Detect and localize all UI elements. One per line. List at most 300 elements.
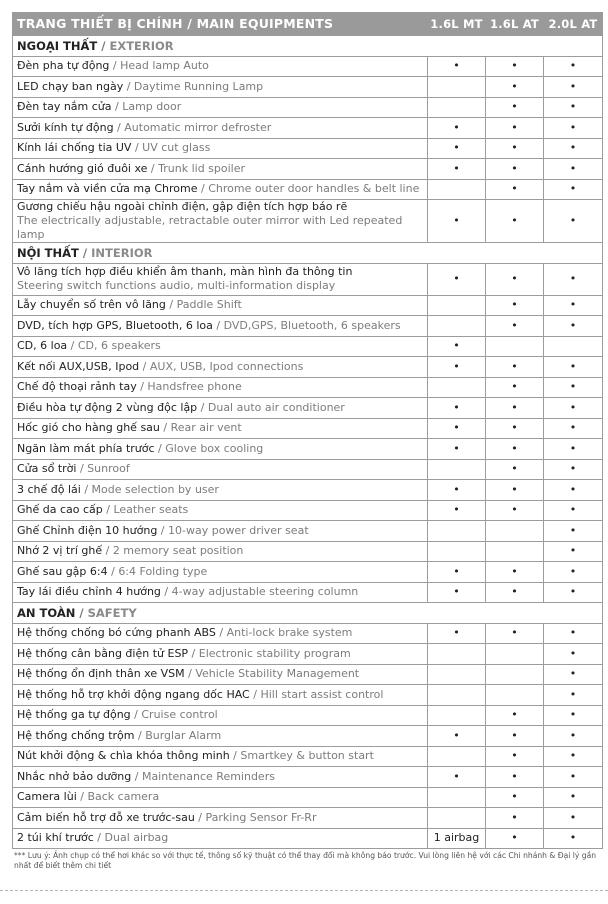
feature-name-cell — [13, 685, 428, 706]
feature-name-en: Lamp door — [122, 100, 182, 114]
availability-cell: • — [544, 808, 603, 829]
feature-name-cell — [13, 767, 428, 788]
table-row — [13, 418, 603, 439]
availability-cell: • — [544, 726, 603, 747]
availability-cell: • — [486, 263, 544, 295]
separator: / — [102, 503, 114, 517]
availability-cell: • — [428, 439, 486, 460]
availability-cell: • — [544, 179, 603, 200]
separator: / — [165, 298, 177, 312]
feature-name-cell — [13, 377, 428, 398]
availability-cell — [544, 336, 603, 357]
table-row — [13, 138, 603, 159]
separator: / — [249, 687, 261, 701]
availability-cell: • — [486, 418, 544, 439]
separator: / — [75, 605, 88, 620]
table-row — [13, 500, 603, 521]
feature-name-en: Back camera — [87, 790, 160, 804]
feature-name-cell — [13, 541, 428, 562]
separator: / — [154, 441, 166, 455]
feature-name-cell — [13, 200, 428, 243]
table-row — [13, 623, 603, 644]
feature-name-en: 10-way power driver seat — [168, 523, 309, 537]
availability-cell: • — [486, 828, 544, 849]
feature-name-vi: Kết nối AUX,USB, Ipod — [17, 359, 140, 373]
feature-name-cell — [13, 138, 428, 159]
separator: / — [212, 318, 224, 332]
separator: / — [215, 626, 227, 640]
availability-cell: • — [428, 480, 486, 501]
feature-name-en: Burglar Alarm — [145, 728, 222, 742]
availability-cell — [486, 644, 544, 665]
feature-name-vi: Điều hòa tự động 2 vùng độc lập — [17, 400, 198, 414]
availability-cell — [486, 541, 544, 562]
feature-name-cell — [13, 418, 428, 439]
feature-name-en: Trunk lid spoiler — [158, 161, 246, 175]
feature-name-cell — [13, 521, 428, 542]
feature-name-vi: Hệ thống ổn định thân xe VSM — [17, 667, 185, 681]
availability-cell: • — [428, 562, 486, 583]
availability-cell: 1 airbag — [428, 828, 486, 849]
feature-name-cell — [13, 263, 428, 295]
feature-name-vi: Ngăn làm mát phía trước — [17, 441, 155, 455]
feature-name-vi: Hệ thống ga tự động — [17, 708, 131, 722]
availability-cell: • — [486, 562, 544, 583]
table-row — [13, 179, 603, 200]
feature-name-cell — [13, 336, 428, 357]
feature-name-vi: Ghế da cao cấp — [17, 503, 103, 517]
section-header — [13, 243, 603, 264]
separator: / — [157, 523, 169, 537]
feature-name-en: 6:4 Folding type — [118, 564, 208, 578]
availability-cell: • — [428, 767, 486, 788]
availability-cell — [486, 521, 544, 542]
separator: / — [184, 667, 196, 681]
separator: / — [136, 380, 148, 394]
availability-cell — [486, 664, 544, 685]
table-row — [13, 562, 603, 583]
section-title — [13, 603, 603, 624]
table-header-row — [13, 13, 603, 36]
separator: / — [134, 728, 146, 742]
table-row — [13, 357, 603, 378]
feature-name-cell — [13, 459, 428, 480]
availability-cell — [428, 644, 486, 665]
feature-name-en: UV cut glass — [142, 141, 211, 155]
availability-cell: • — [544, 787, 603, 808]
feature-name-en: Automatic mirror defroster — [124, 120, 272, 134]
separator: / — [188, 646, 199, 660]
availability-cell — [428, 97, 486, 118]
availability-cell — [428, 179, 486, 200]
availability-cell — [486, 336, 544, 357]
separator: / — [109, 59, 121, 73]
table-row — [13, 56, 603, 77]
separator: / — [67, 339, 78, 353]
table-row — [13, 480, 603, 501]
feature-name-cell — [13, 746, 428, 767]
table-row — [13, 685, 603, 706]
table-row — [13, 459, 603, 480]
feature-name-vi: Nút khởi động & chìa khóa thông minh — [17, 749, 230, 763]
section-header — [13, 36, 603, 57]
availability-cell: • — [428, 118, 486, 139]
feature-name-cell — [13, 705, 428, 726]
feature-name-cell — [13, 77, 428, 98]
feature-name-vi: Cửa sổ trời — [17, 462, 77, 476]
separator: / — [131, 769, 142, 783]
feature-name-vi: Ghế sau gập 6:4 — [17, 564, 108, 578]
availability-cell: • — [544, 541, 603, 562]
availability-cell: • — [486, 459, 544, 480]
section-title-vi: AN TOÀN — [17, 605, 76, 620]
availability-cell: • — [486, 726, 544, 747]
availability-cell: • — [486, 582, 544, 603]
separator: / — [78, 245, 92, 260]
availability-cell: • — [544, 200, 603, 243]
availability-cell — [428, 685, 486, 706]
availability-cell: • — [544, 623, 603, 644]
feature-name-en: Vehicle Stability Management — [195, 667, 360, 681]
table-row — [13, 644, 603, 665]
table-row — [13, 808, 603, 829]
feature-name-en: Electronic stability program — [198, 646, 351, 660]
availability-cell: • — [544, 705, 603, 726]
availability-cell: • — [428, 336, 486, 357]
feature-name-en: Hill start assist control — [260, 687, 384, 701]
feature-name-en: Anti-lock brake system — [226, 626, 353, 640]
availability-cell: • — [544, 767, 603, 788]
separator: / — [130, 708, 142, 722]
feature-name-vi: Nhắc nhở bảo dưỡng — [17, 769, 132, 783]
availability-cell: • — [428, 357, 486, 378]
availability-cell: • — [428, 263, 486, 295]
feature-name-en: Cruise control — [141, 708, 218, 722]
availability-cell: • — [544, 159, 603, 180]
table-row — [13, 541, 603, 562]
feature-name-cell — [13, 500, 428, 521]
table-row — [13, 828, 603, 849]
feature-name-cell — [13, 808, 428, 829]
availability-cell: • — [486, 767, 544, 788]
availability-cell: • — [544, 77, 603, 98]
feature-name-en: Mode selection by user — [91, 482, 219, 496]
feature-name-vi: Ghế Chỉnh điện 10 hướng — [17, 523, 158, 537]
feature-name-vi: 2 túi khí trước — [17, 831, 94, 845]
availability-cell: • — [486, 138, 544, 159]
separator: / — [107, 564, 119, 578]
availability-cell: • — [486, 746, 544, 767]
feature-name-vi: Tay nắm và viền cửa mạ Chrome — [17, 182, 198, 196]
separator: / — [76, 790, 88, 804]
feature-name-vi: CD, 6 loa — [17, 339, 68, 353]
feature-name-cell — [13, 726, 428, 747]
feature-name-vi: LED chạy ban ngày — [17, 79, 124, 93]
feature-name-vi: Gương chiếu hậu ngoài chỉnh điện, gập điện tích hợp báo rẽ — [17, 200, 348, 213]
feature-name-vi: DVD, tích hợp GPS, Bluetooth, 6 loa — [17, 318, 213, 332]
table-row — [13, 521, 603, 542]
feature-name-cell — [13, 582, 428, 603]
feature-name-en: AUX, USB, Ipod connections — [149, 359, 304, 373]
feature-name-cell — [13, 664, 428, 685]
availability-cell — [428, 705, 486, 726]
availability-cell: • — [544, 685, 603, 706]
feature-name-vi: Đèn pha tự động — [17, 59, 110, 73]
availability-cell: • — [486, 200, 544, 243]
availability-cell: • — [486, 357, 544, 378]
section-title-en: SAFETY — [87, 605, 137, 620]
feature-name-en: Daytime Running Lamp — [133, 79, 264, 93]
feature-name-vi: Nhớ 2 vị trí ghế — [17, 544, 103, 558]
availability-cell: • — [486, 56, 544, 77]
feature-name-vi: Cánh hướng gió đuôi xe — [17, 161, 148, 175]
availability-cell — [486, 685, 544, 706]
feature-name-en: CD, 6 speakers — [77, 339, 161, 353]
dashed-divider — [0, 890, 608, 891]
availability-cell: • — [428, 56, 486, 77]
variant-header-1-6l-mt: 1.6L MT — [428, 13, 486, 36]
availability-cell: • — [486, 316, 544, 337]
feature-name-en: Dual airbag — [104, 831, 169, 845]
feature-name-en: Parking Sensor Fr-Rr — [205, 810, 317, 824]
availability-cell — [428, 808, 486, 829]
footnote: *** Lưu ý: Ảnh chụp có thể hơi khác so với thực tế, thông số kỹ thuật có thể thay đổi mà không báo trước. Vui lòng liên hệ với các Chi nhánh & Đại lý gần nhất để biết thêm chi tiết — [14, 851, 597, 870]
feature-name-cell — [13, 118, 428, 139]
availability-cell: • — [486, 787, 544, 808]
feature-name-cell — [13, 480, 428, 501]
table-row — [13, 118, 603, 139]
table-row — [13, 336, 603, 357]
availability-cell: • — [486, 623, 544, 644]
section-title-en: INTERIOR — [91, 245, 153, 260]
feature-name-en: Smartkey & button start — [240, 749, 374, 763]
availability-cell: • — [428, 500, 486, 521]
availability-cell — [428, 77, 486, 98]
availability-cell: • — [428, 159, 486, 180]
availability-cell: • — [486, 439, 544, 460]
section-title-vi: NỘI THẤT — [17, 245, 79, 260]
table-row — [13, 200, 603, 243]
availability-cell: • — [544, 138, 603, 159]
availability-cell — [428, 787, 486, 808]
availability-cell: • — [428, 398, 486, 419]
table-body — [13, 36, 603, 849]
table-row — [13, 316, 603, 337]
availability-cell: • — [544, 418, 603, 439]
feature-name-en: Maintenance Reminders — [141, 769, 275, 783]
availability-cell: • — [544, 562, 603, 583]
feature-name-vi: Sưởi kính tự động — [17, 120, 114, 134]
feature-name-en: Glove box cooling — [165, 441, 264, 455]
availability-cell — [428, 316, 486, 337]
availability-cell — [428, 295, 486, 316]
section-title — [13, 36, 603, 57]
feature-name-vi: Chế độ thoại rảnh tay — [17, 380, 137, 394]
availability-cell: • — [544, 500, 603, 521]
feature-name-cell — [13, 316, 428, 337]
feature-name-cell — [13, 644, 428, 665]
availability-cell: • — [544, 263, 603, 295]
feature-name-vi: Hệ thống chống bó cứng phanh ABS — [17, 626, 216, 640]
separator: / — [76, 462, 88, 476]
availability-cell: • — [428, 582, 486, 603]
feature-name-vi: Hệ thống cân bằng điện tử ESP — [17, 646, 189, 660]
feature-name-cell — [13, 562, 428, 583]
table-row — [13, 97, 603, 118]
separator: / — [139, 359, 150, 373]
availability-cell: • — [544, 746, 603, 767]
table-row — [13, 439, 603, 460]
availability-cell: • — [544, 398, 603, 419]
availability-cell: • — [486, 159, 544, 180]
feature-name-cell — [13, 787, 428, 808]
feature-name-cell — [13, 398, 428, 419]
feature-name-en: DVD,GPS, Bluetooth, 6 speakers — [223, 318, 401, 332]
variant-header-2-0l-at: 2.0L AT — [544, 13, 603, 36]
availability-cell — [428, 377, 486, 398]
table-row — [13, 295, 603, 316]
availability-cell: • — [428, 418, 486, 439]
feature-name-vi: Vô lăng tích hợp điều khiển âm thanh, màn hình đa thông tin — [17, 265, 353, 278]
equipment-table-container — [12, 12, 602, 849]
feature-name-cell — [13, 295, 428, 316]
feature-name-cell — [13, 439, 428, 460]
feature-name-vi: Camera lùi — [17, 790, 77, 804]
availability-cell — [428, 459, 486, 480]
availability-cell: • — [486, 377, 544, 398]
availability-cell — [428, 541, 486, 562]
availability-cell: • — [428, 623, 486, 644]
table-row — [13, 746, 603, 767]
feature-name-en: Head lamp Auto — [120, 59, 209, 73]
feature-name-en: The electrically adjustable, retractable outer mirror with Led repeated lamp — [17, 214, 403, 241]
table-row — [13, 159, 603, 180]
feature-name-en: 2 memory seat position — [112, 544, 244, 558]
feature-name-en: 4-way adjustable steering column — [171, 585, 359, 599]
variant-header-1-6l-at: 1.6L AT — [486, 13, 544, 36]
table-title: TRANG THIẾT BỊ CHÍNH / MAIN EQUIPMENTS — [13, 13, 428, 36]
separator: / — [131, 141, 143, 155]
section-title — [13, 243, 603, 264]
availability-cell — [428, 664, 486, 685]
separator: / — [93, 831, 105, 845]
feature-name-en: Rear air vent — [170, 421, 242, 435]
table-row — [13, 582, 603, 603]
availability-cell: • — [544, 459, 603, 480]
feature-name-cell — [13, 97, 428, 118]
table-row — [13, 398, 603, 419]
separator: / — [147, 161, 159, 175]
availability-cell — [428, 521, 486, 542]
availability-cell: • — [544, 316, 603, 337]
section-header — [13, 603, 603, 624]
availability-cell: • — [486, 77, 544, 98]
table-row — [13, 787, 603, 808]
availability-cell: • — [428, 138, 486, 159]
separator: / — [160, 585, 172, 599]
availability-cell: • — [486, 118, 544, 139]
separator: / — [113, 120, 125, 134]
equipment-table — [12, 12, 603, 849]
table-row — [13, 726, 603, 747]
availability-cell: • — [486, 705, 544, 726]
availability-cell: • — [544, 582, 603, 603]
separator: / — [123, 79, 134, 93]
feature-name-cell — [13, 357, 428, 378]
feature-name-vi: Hệ thống chống trộm — [17, 728, 135, 742]
availability-cell: • — [544, 295, 603, 316]
feature-name-cell — [13, 159, 428, 180]
availability-cell: • — [486, 808, 544, 829]
separator: / — [197, 400, 208, 414]
availability-cell: • — [544, 828, 603, 849]
separator: / — [229, 749, 241, 763]
table-row — [13, 705, 603, 726]
feature-name-en: Sunroof — [87, 462, 130, 476]
availability-cell: • — [544, 644, 603, 665]
table-row — [13, 263, 603, 295]
feature-name-vi: Đèn tay nắm cửa — [17, 100, 112, 114]
feature-name-en: Dual auto air conditioner — [207, 400, 345, 414]
separator: / — [194, 810, 206, 824]
section-title-vi: NGOẠI THẤT — [17, 38, 98, 53]
availability-cell: • — [544, 377, 603, 398]
section-title-en: EXTERIOR — [109, 38, 174, 53]
feature-name-vi: 3 chế độ lái — [17, 482, 81, 496]
availability-cell: • — [544, 118, 603, 139]
availability-cell: • — [486, 97, 544, 118]
availability-cell: • — [544, 56, 603, 77]
feature-name-vi: Cảm biến hỗ trợ đỗ xe trước-sau — [17, 810, 195, 824]
availability-cell: • — [486, 398, 544, 419]
feature-name-vi: Hệ thống hỗ trợ khởi động ngang dốc HAC — [17, 687, 250, 701]
availability-cell: • — [486, 179, 544, 200]
feature-name-vi: Hốc gió cho hàng ghế sau — [17, 421, 160, 435]
separator: / — [97, 38, 110, 53]
table-row — [13, 767, 603, 788]
feature-name-vi: Kính lái chống tia UV — [17, 141, 132, 155]
availability-cell: • — [544, 439, 603, 460]
availability-cell: • — [428, 200, 486, 243]
separator: / — [111, 100, 123, 114]
table-row — [13, 664, 603, 685]
separator: / — [102, 544, 113, 558]
availability-cell: • — [544, 521, 603, 542]
availability-cell: • — [486, 480, 544, 501]
feature-name-vi: Lẫy chuyển số trên vô lăng — [17, 298, 166, 312]
separator: / — [197, 182, 209, 196]
separator: / — [80, 482, 92, 496]
availability-cell — [428, 746, 486, 767]
table-row — [13, 77, 603, 98]
feature-name-cell — [13, 56, 428, 77]
feature-name-cell — [13, 623, 428, 644]
feature-name-cell — [13, 179, 428, 200]
feature-name-cell — [13, 828, 428, 849]
feature-name-en: Steering switch functions audio, multi-information display — [17, 279, 336, 292]
separator: / — [159, 421, 171, 435]
feature-name-en: Paddle Shift — [176, 298, 242, 312]
availability-cell: • — [544, 480, 603, 501]
availability-cell: • — [486, 295, 544, 316]
feature-name-en: Leather seats — [113, 503, 189, 517]
availability-cell: • — [544, 357, 603, 378]
feature-name-en: Handsfree phone — [147, 380, 242, 394]
availability-cell: • — [428, 726, 486, 747]
table-row — [13, 377, 603, 398]
availability-cell: • — [544, 664, 603, 685]
availability-cell: • — [486, 500, 544, 521]
